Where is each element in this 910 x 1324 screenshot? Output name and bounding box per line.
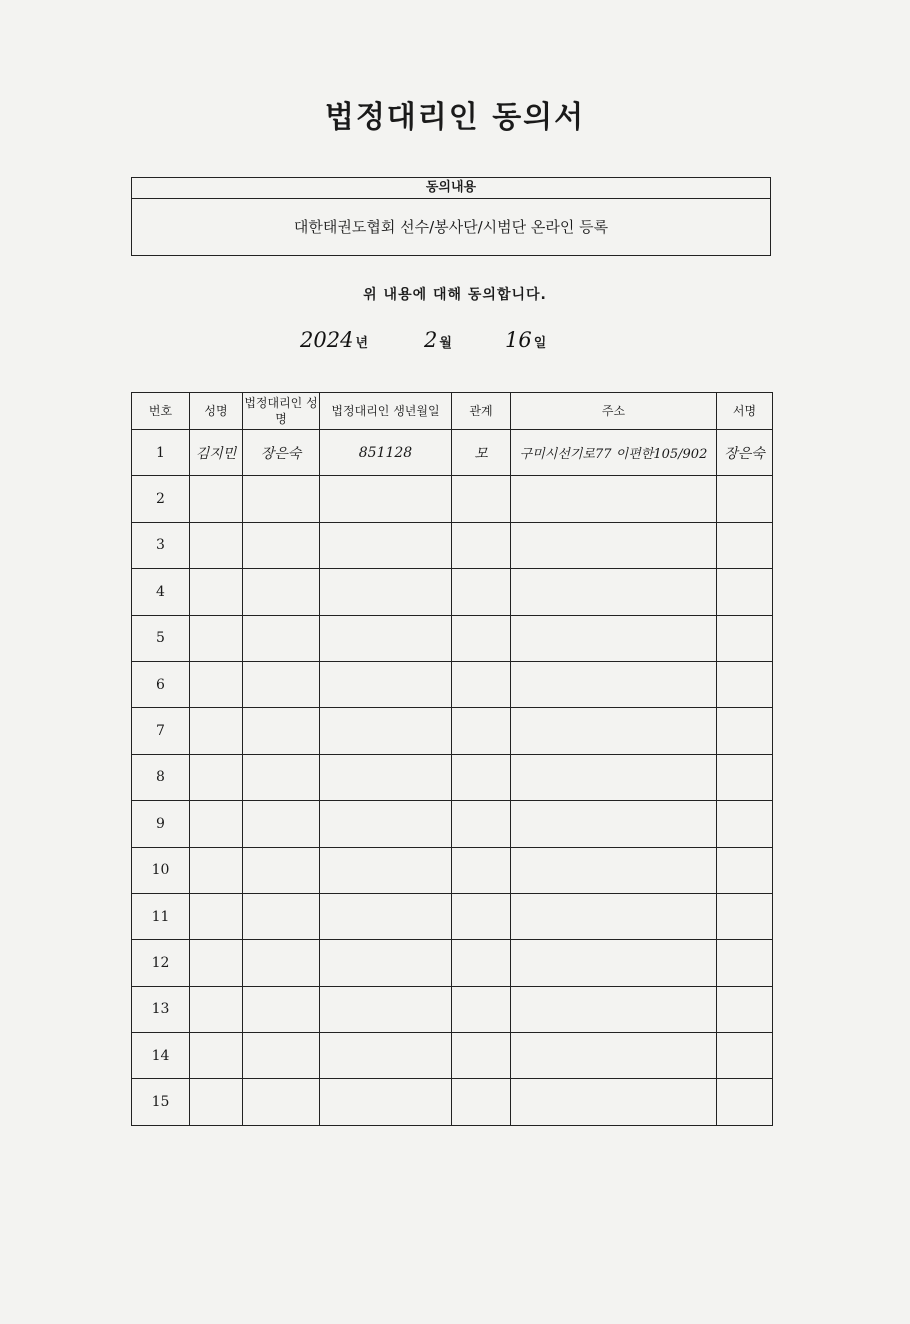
row-no: 4 <box>132 569 190 615</box>
row-no: 15 <box>132 1079 190 1126</box>
row-relation <box>452 661 511 707</box>
row-address <box>511 569 717 615</box>
header-relation: 관계 <box>452 393 511 430</box>
date-year-unit: 년 <box>355 336 369 351</box>
row-name <box>190 847 243 893</box>
row-signature <box>717 522 773 568</box>
header-guardian-birth: 법정대리인 생년월일 <box>320 393 452 430</box>
row-guardian-name <box>243 940 320 986</box>
table-header-row <box>132 393 773 430</box>
row-signature: 장은숙 <box>717 430 773 476</box>
header-signature: 서명 <box>717 393 773 430</box>
row-name <box>190 754 243 800</box>
row-address <box>511 522 717 568</box>
table-row <box>132 801 773 847</box>
row-no: 7 <box>132 708 190 754</box>
row-address <box>511 986 717 1032</box>
row-signature <box>717 986 773 1032</box>
row-name <box>190 986 243 1032</box>
row-guardian-birth <box>320 1079 452 1126</box>
row-guardian-name <box>243 476 320 522</box>
agreement-statement: 위 내용에 대해 동의합니다. <box>363 287 547 303</box>
row-guardian-birth <box>320 1033 452 1079</box>
row-relation <box>452 801 511 847</box>
row-address <box>511 940 717 986</box>
row-signature <box>717 754 773 800</box>
row-guardian-name <box>243 615 320 661</box>
header-name: 성명 <box>190 393 243 430</box>
table-row <box>132 708 773 754</box>
row-no: 10 <box>132 847 190 893</box>
guardian-table <box>131 392 773 1126</box>
row-name <box>190 615 243 661</box>
row-relation <box>452 569 511 615</box>
table-row <box>132 430 773 476</box>
document-title: 법정대리인 동의서 <box>324 100 586 135</box>
row-guardian-birth <box>320 754 452 800</box>
row-name <box>190 476 243 522</box>
row-signature <box>717 708 773 754</box>
date-year <box>300 328 368 358</box>
consent-content-box <box>131 177 771 256</box>
row-guardian-birth <box>320 661 452 707</box>
row-no: 2 <box>132 476 190 522</box>
row-relation <box>452 1079 511 1126</box>
header-no: 번호 <box>132 393 190 430</box>
row-name <box>190 1079 243 1126</box>
row-guardian-birth <box>320 801 452 847</box>
row-name: 김지민 <box>190 430 243 476</box>
table-row <box>132 476 773 522</box>
row-name <box>190 801 243 847</box>
table-row <box>132 1079 773 1126</box>
row-no: 14 <box>132 1033 190 1079</box>
row-relation <box>452 708 511 754</box>
row-no: 6 <box>132 661 190 707</box>
table-row <box>132 940 773 986</box>
date-day <box>505 328 546 358</box>
row-relation <box>452 522 511 568</box>
row-no: 9 <box>132 801 190 847</box>
row-signature <box>717 847 773 893</box>
row-no: 13 <box>132 986 190 1032</box>
row-no: 11 <box>132 893 190 939</box>
row-no: 12 <box>132 940 190 986</box>
table-row <box>132 661 773 707</box>
date-month <box>424 328 452 358</box>
row-no: 3 <box>132 522 190 568</box>
row-address: 구미시선기로77 이편한105/902 <box>511 430 717 476</box>
row-signature <box>717 569 773 615</box>
row-signature <box>717 801 773 847</box>
row-relation <box>452 1033 511 1079</box>
row-address <box>511 615 717 661</box>
row-guardian-birth <box>320 569 452 615</box>
consent-content: 대한태권도협회 선수/봉사단/시범단 온라인 등록 <box>293 218 609 236</box>
header-guardian-name: 법정대리인 성명 <box>243 393 320 430</box>
row-guardian-birth <box>320 615 452 661</box>
row-name <box>190 940 243 986</box>
row-no: 8 <box>132 754 190 800</box>
row-guardian-name <box>243 1079 320 1126</box>
row-guardian-name <box>243 522 320 568</box>
row-name <box>190 893 243 939</box>
row-guardian-name <box>243 893 320 939</box>
row-guardian-name <box>243 847 320 893</box>
row-address <box>511 893 717 939</box>
row-guardian-birth <box>320 476 452 522</box>
row-name <box>190 522 243 568</box>
row-relation: 모 <box>452 430 511 476</box>
row-signature <box>717 940 773 986</box>
table-row <box>132 522 773 568</box>
row-guardian-birth <box>320 893 452 939</box>
row-address <box>511 754 717 800</box>
row-address <box>511 661 717 707</box>
row-name <box>190 1033 243 1079</box>
row-signature <box>717 893 773 939</box>
row-relation <box>452 615 511 661</box>
date-day-value: 16 <box>505 328 532 352</box>
table-row <box>132 754 773 800</box>
row-relation <box>452 940 511 986</box>
date-year-value: 2024 <box>300 328 354 352</box>
row-signature <box>717 1033 773 1079</box>
row-guardian-birth <box>320 708 452 754</box>
row-address <box>511 1033 717 1079</box>
table-row <box>132 893 773 939</box>
row-signature <box>717 476 773 522</box>
row-relation <box>452 754 511 800</box>
row-relation <box>452 847 511 893</box>
table-row <box>132 1033 773 1079</box>
row-guardian-birth: 851128 <box>320 430 452 476</box>
row-signature <box>717 661 773 707</box>
row-relation <box>452 476 511 522</box>
row-guardian-birth <box>320 522 452 568</box>
table-row <box>132 615 773 661</box>
table-row <box>132 847 773 893</box>
header-address: 주소 <box>511 393 717 430</box>
row-name <box>190 661 243 707</box>
row-guardian-name: 장은숙 <box>243 430 320 476</box>
row-guardian-name <box>243 661 320 707</box>
row-guardian-name <box>243 569 320 615</box>
row-relation <box>452 893 511 939</box>
row-address <box>511 801 717 847</box>
row-address <box>511 1079 717 1126</box>
row-guardian-name <box>243 801 320 847</box>
row-guardian-name <box>243 708 320 754</box>
date-month-unit: 월 <box>439 336 452 351</box>
consent-header: 동의내용 <box>132 178 770 199</box>
date-month-value: 2 <box>424 328 438 352</box>
row-name <box>190 569 243 615</box>
row-relation <box>452 986 511 1032</box>
row-signature <box>717 615 773 661</box>
row-guardian-name <box>243 1033 320 1079</box>
row-address <box>511 708 717 754</box>
date-day-unit: 일 <box>533 336 547 351</box>
table-row <box>132 569 773 615</box>
row-no: 5 <box>132 615 190 661</box>
row-guardian-name <box>243 754 320 800</box>
row-name <box>190 708 243 754</box>
row-address <box>511 476 717 522</box>
table-row <box>132 986 773 1032</box>
row-signature <box>717 1079 773 1126</box>
row-no: 1 <box>132 430 190 476</box>
row-guardian-birth <box>320 847 452 893</box>
row-guardian-name <box>243 986 320 1032</box>
row-address <box>511 847 717 893</box>
row-guardian-birth <box>320 986 452 1032</box>
row-guardian-birth <box>320 940 452 986</box>
